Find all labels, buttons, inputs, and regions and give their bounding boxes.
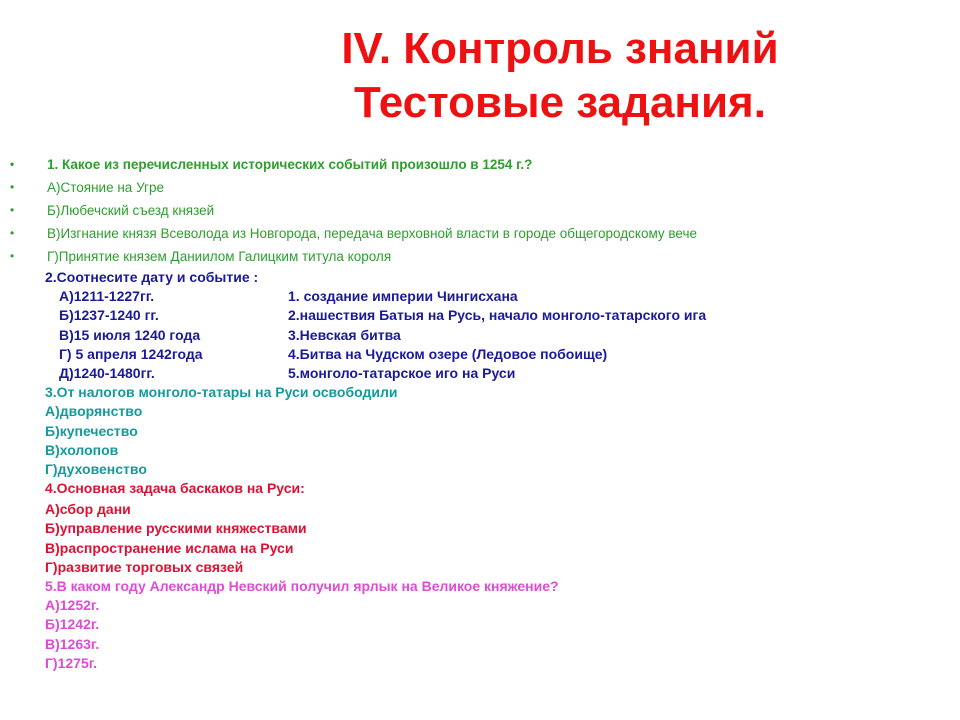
- pair-event: 4.Битва на Чудском озере (Ледовое побоище): [288, 345, 608, 362]
- question-1-option-a: [0, 176, 960, 199]
- option-text: В)Изгнание князя Всеволода из Новгорода, передача верховной власти в городе общегородскому вече: [47, 226, 698, 241]
- question-1-text: 1. Какое из перечисленных исторических событий произошло в 1254 г.?: [47, 157, 533, 172]
- question-2-pair-e: [45, 364, 945, 383]
- pair-event: 3.Невская битва: [288, 326, 401, 343]
- question-1-option-d: [0, 245, 960, 268]
- question-1-option-c: [0, 222, 960, 245]
- question-4-option-a: А)сбор дани: [45, 501, 131, 518]
- pair-date: Г) 5 апреля 1242года: [59, 345, 203, 362]
- pair-date: Б)1237-1240 гг.: [59, 307, 159, 324]
- question-5-option-c: В)1263г.: [45, 635, 100, 652]
- question-2-pair-a: [45, 287, 945, 306]
- bullet-icon: •: [10, 203, 15, 217]
- question-2-pair-d: [45, 345, 945, 364]
- question-2-pair-c: [45, 326, 945, 345]
- question-1: [0, 153, 960, 268]
- question-5-option-d: Г)1275г.: [45, 654, 98, 671]
- bullet-icon: •: [10, 157, 15, 171]
- pair-date: В)15 июля 1240 года: [59, 326, 201, 343]
- question-3-option-a: А)дворянство: [45, 403, 143, 420]
- question-2-text: 2.Соотнесите дату и событие :: [45, 269, 259, 285]
- question-4-option-d: Г)развитие торговых связей: [45, 558, 244, 575]
- pair-event: 2.нашествия Батыя на Русь, начало монголо-татарского ига: [288, 307, 707, 324]
- question-3-option-b: Б)купечество: [45, 422, 138, 439]
- question-1-text-row: [0, 153, 960, 176]
- question-3-option-d: Г)духовенство: [45, 460, 147, 477]
- option-text: Б)Любечский съезд князей: [47, 203, 215, 218]
- pair-event: 5.монголо-татарское иго на Руси: [288, 364, 516, 381]
- title-line-1: IV. Контроль знаний: [341, 24, 779, 73]
- question-2-pair-b: [45, 306, 945, 325]
- questions-2-5: [45, 268, 945, 673]
- question-4-option-b: Б)управление русскими княжествами: [45, 520, 307, 537]
- pair-date: А)1211-1227гг.: [59, 288, 155, 305]
- question-1-option-b: [0, 199, 960, 222]
- option-text: А)Стояние на Угре: [47, 180, 164, 195]
- bullet-icon: •: [10, 180, 15, 194]
- question-5-text: 5.В каком году Александр Невский получил ярлык на Великое княжение?: [45, 578, 559, 594]
- pair-date: Д)1240-1480гг.: [59, 364, 155, 381]
- pair-event: 1. создание империи Чингисхана: [288, 288, 518, 305]
- option-text: Г)Принятие князем Даниилом Галицким титула короля: [47, 249, 392, 264]
- bullet-icon: •: [10, 249, 15, 263]
- slide-title: [180, 22, 940, 130]
- bullet-icon: •: [10, 226, 15, 240]
- question-3-text: 3.От налогов монголо-татары на Руси освободили: [45, 384, 398, 401]
- question-4-text: 4.Основная задача баскаков на Руси:: [45, 480, 305, 497]
- question-5-option-a: А)1252г.: [45, 597, 100, 614]
- title-line-2: Тестовые задания.: [354, 78, 766, 127]
- question-3-option-c: В)холопов: [45, 441, 119, 458]
- question-5-option-b: Б)1242г.: [45, 616, 100, 633]
- question-4-option-c: В)распространение ислама на Руси: [45, 539, 294, 556]
